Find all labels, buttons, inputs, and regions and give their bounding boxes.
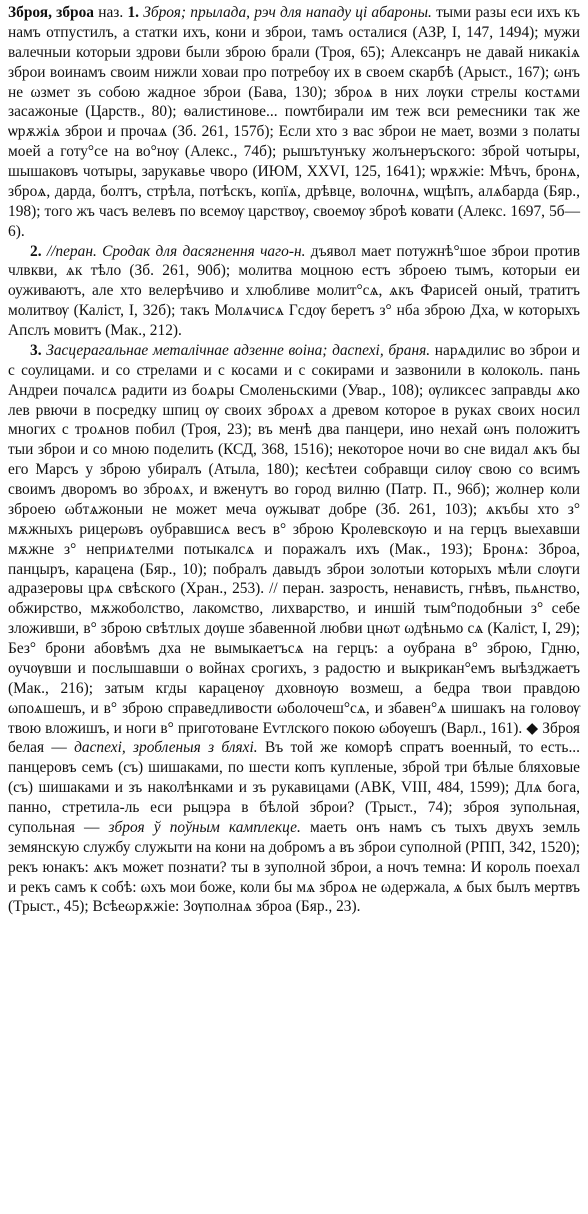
sense-3 bbox=[8, 341, 580, 917]
subentry-2-head: зброя зупольная, супольная bbox=[8, 799, 580, 836]
sense-1-gloss: Зброя; прылада, рэч для нападу ці абароны. bbox=[143, 4, 432, 21]
subentry-2-gloss: зброя ў поўным камплекце. bbox=[108, 818, 301, 836]
sense-3-number: 3. bbox=[30, 341, 42, 359]
sense-1 bbox=[8, 3, 580, 242]
sense-2-gloss: //перан. Сродак для дасягнення чаго-н. bbox=[46, 242, 306, 260]
subentry-2-citations: маеть онъ намъ съ тыхъ двухъ земль земянскую службу служыти на кони на добромъ а въ зброи суполной (РПП, 342, 1520); рекъ юнакъ: ѧкъ может познати? ты в зуполной зброи, а ночъ темна: И король поехал и рекъ самъ к собѣ: ωхъ мои боже, коли бы мѧ зброѧ не ωдержала, ѧ бых былъ мертвъ (Трыст., 45); Всѣеωрѫжіе: Зѹполнаѧ зброа (Бяр., 23). bbox=[8, 818, 580, 916]
subentry-1-head: Зброя белая bbox=[8, 719, 580, 757]
subentry-1-citations: Въ той же коморѣ спратъ военный, то есть... панцеровъ семъ (съ) шишаками, по шести копъ купленые, зброй три бѣлые бляховые (съ) шишаками и зъ наколѣнками и зъ рукавицами (АВК, VIII, 484, 1599); Длѧ бога, панно, стретила-ль еси рыцэра в бѣлой зброи? (Трыст., 74); bbox=[8, 739, 580, 816]
sense-1-citations: тыми разы еси ихъ къ намъ отпустилъ, а статки ихъ, кони и зброи, тамъ осталися (АЗР, I, 147, 1494); мужи валечныи которыи здрови были зброю брали (Троя, 65); Алексанръ не давай никакіѧ зброи воинамъ своим нижли ховаи про потребѹ их в своем скарбѣ (Арыст., 167); ωнъ не ωзмет зъ собою жадное зброи (Бава, 130); зброѧ в них лѹки стрелы костѧми засажоные (Царств., 80); ѳалистиновe... поѡтбирали им теж вси ремесники так же ѡрѫжіѧ зброи и прочаѧ (Зб. 261, 157б); Если хто з вас зброи не мает, возми з полаты моей а готу°се на во°нѹ (Алекс., 74б); рышътунъку жолънеръского: зброй чотыры, шышаковъ чотыры, зарукавье чворо (ИЮМ, XXVI, 125, 1641); ѡрѫжіе: Мѣчъ, бронѧ, зброѧ, дарда, болтъ, стрѣла, потѣскъ, копїѧ, дрѣвце, волочнѧ, ѡщѣпъ, алѧбарда (Бяр., 198); того жъ часъ велевъ по всемѹ царствѹ, своемѹ зброѣ ковати (Алекс. 1697, 5б—6). bbox=[8, 4, 580, 240]
sense-2-number: 2. bbox=[30, 242, 42, 260]
diamond-icon: ◆ bbox=[526, 719, 539, 737]
subentry-1-gloss: даспехі, зробленыя з бляхі. bbox=[74, 739, 258, 757]
sense-3-citations: нарѧдилис во зброи и с соулицами. и со стрелами и с косами и с сокирами и зазвонили в колоколь. пань Андреи почалсѧ радити из боѧры Смоленьскими (Увар., 108); ѹликсес заправды ѧко лев рвючи в посредку шпиц ѹ своих зброѧх а древом которое в руках своих носил многих с троѧнов побил (Троя, 23); въ менѣ два панцери, ино нехай ωнъ положитъ тыи зброи и со мною поделить (КСД, 368, 1516); некоторое ночи во сне видал ѧкъ бы его Марсъ у зброю убиралъ (Атыла, 180); кесѣтеи собравщи силѹ свою со всимъ своимъ дворомъ во зброѧх, и вженутъ во город вилню (Патр. П., 96б); жолнер коли зброею ωбтѧжоныи не может меча ѹжыват добре (Зб. 261, 103); ѧкъбы хто з° мѫжныхъ рицерωвъ оубравшисѧ весъ в° зброю Кролевскѹю и на герцъ выехавши мѫжне з° неприѧтелми потыкалсѧ и поражалъ ихъ (Мак., 193); Бронѧ: Зброа, панцыръ, карацена (Бяр., 10); побралъ давыдъ зброи золотыи которыхъ мѣли слѹги адразеровы црѧ свѣского (Хран., 253). // перан. зазрость, ненависть, гнѣвъ, пьѧнство, обжирство, мѫжоболство, лакомство, лихварство, и иншій тым°подобныи з° себе зложивши, в° зброю свѣтлых дѹше збавенной любви цнωт ωдѣньмо сѧ (Калiст, I, 29); Без° брони абовѣмъ дха не вымыкаетъсѧ на герцъ: а оубрана в° зброю, Гдню, оучѹвши и послышавши о войнах срогихъ, з радостю и выкрикан°емъ выѣзджаетъ (Мак., 216); затым кгды караценѹ дховнѹю возмеш, а бедра твои правдою ωпоѧшешъ, и в° зброю справедливости ωболочеш°сѧ, и збавен°ѧ шишакъ на головѹ твою вложишъ, и ноги в° приготоване Еѵглского покою ωбѹешъ (Варл., 161). bbox=[8, 341, 580, 737]
headword: Зброя, зброа bbox=[8, 4, 94, 21]
subentry-1-dash: — bbox=[44, 739, 75, 757]
sense-2-citations: дъявол мает потужнѣ°шое зброи против члвкви, ѧк тѣло (Зб. 261, 90б); молитва моцною естъ зброею тымъ, которыи еи оуживаютъ, але хто велерѣчиво и хлюбливе молит°сѧ, ѧкъ Фарисей оный, тратитъ молитвѹ (Калiст, I, 32б); такъ Молѧчисѧ Гсдѹ беретъ з° нба зброю Дха, ѡ которыхъ Апслъ мовитъ (Мак., 212). bbox=[8, 242, 580, 339]
sense-2 bbox=[8, 242, 580, 341]
sense-1-number: 1. bbox=[127, 4, 139, 21]
subentry-2-dash: — bbox=[74, 818, 109, 836]
sense-3-gloss: Засцерагальнае металічнае адзенне воіна; даспехі, браня. bbox=[46, 341, 431, 359]
part-of-speech: наз. bbox=[98, 4, 124, 21]
